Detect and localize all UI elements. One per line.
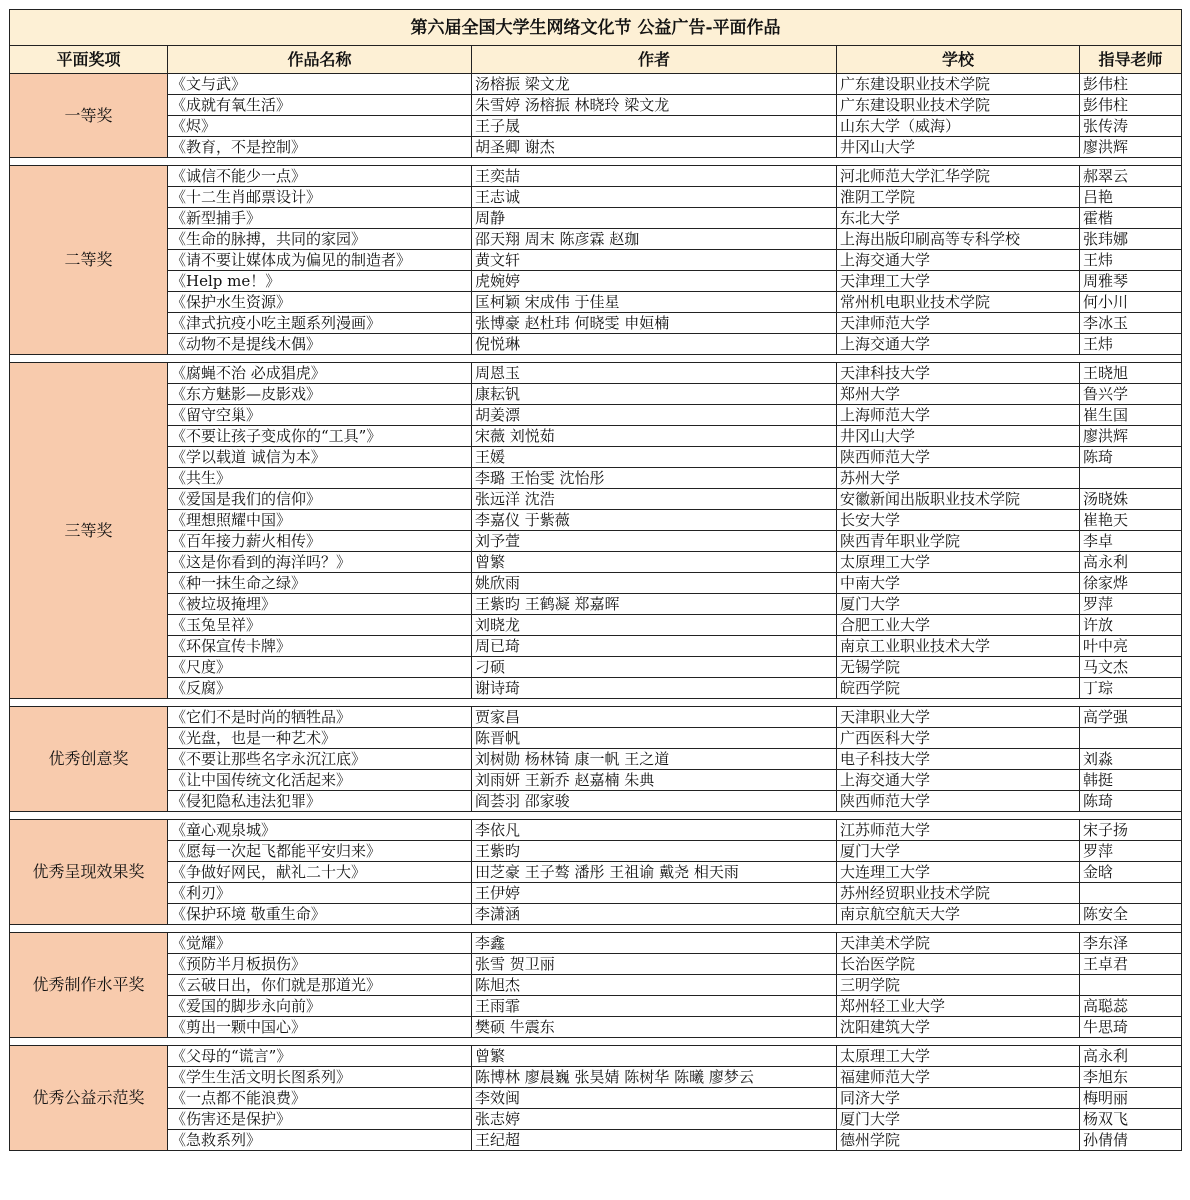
author-cell: 陈晋帆 <box>472 728 837 749</box>
work-title-cell: 《童心观泉城》 <box>168 820 472 841</box>
author-cell: 贾家昌 <box>472 707 837 728</box>
author-cell: 张雪 贺卫丽 <box>472 954 837 975</box>
group-separator <box>10 1038 1182 1046</box>
award-category-cell: 优秀公益示范奖 <box>10 1046 168 1151</box>
author-cell: 王纪超 <box>472 1130 837 1151</box>
author-cell: 陈博林 廖晨巍 张昊婧 陈树华 陈曦 廖梦云 <box>472 1067 837 1088</box>
school-cell: 皖西学院 <box>837 678 1080 699</box>
advisor-cell: 高学强 <box>1080 707 1182 728</box>
table-row <box>10 271 1182 292</box>
author-cell: 胡姜漂 <box>472 405 837 426</box>
work-title-cell: 《新型捕手》 <box>168 208 472 229</box>
work-title-cell: 《反腐》 <box>168 678 472 699</box>
school-cell: 中南大学 <box>837 573 1080 594</box>
work-title-cell: 《侵犯隐私违法犯罪》 <box>168 791 472 812</box>
author-cell: 刘树勋 杨林锜 康一帆 王之道 <box>472 749 837 770</box>
work-title-cell: 《百年接力薪火相传》 <box>168 531 472 552</box>
advisor-cell: 宋子扬 <box>1080 820 1182 841</box>
work-title-cell: 《预防半月板损伤》 <box>168 954 472 975</box>
advisor-cell <box>1080 883 1182 904</box>
work-title-cell: 《爱国的脚步永向前》 <box>168 996 472 1017</box>
advisor-cell: 王炜 <box>1080 250 1182 271</box>
advisor-cell: 徐家烨 <box>1080 573 1182 594</box>
work-title-cell: 《剪出一颗中国心》 <box>168 1017 472 1038</box>
school-cell: 太原理工大学 <box>837 552 1080 573</box>
author-cell: 李潇涵 <box>472 904 837 925</box>
table-row <box>10 363 1182 384</box>
advisor-cell: 李旭东 <box>1080 1067 1182 1088</box>
advisor-cell: 鲁兴学 <box>1080 384 1182 405</box>
table-row <box>10 74 1182 95</box>
work-title-cell: 《保护环境 敬重生命》 <box>168 904 472 925</box>
table-row <box>10 468 1182 489</box>
work-title-cell: 《学以载道 诚信为本》 <box>168 447 472 468</box>
school-cell: 厦门大学 <box>837 1109 1080 1130</box>
advisor-cell: 高永利 <box>1080 1046 1182 1067</box>
table-row <box>10 615 1182 636</box>
advisor-cell: 王炜 <box>1080 334 1182 355</box>
table-row <box>10 313 1182 334</box>
advisor-cell: 韩挺 <box>1080 770 1182 791</box>
work-title-cell: 《让中国传统文化活起来》 <box>168 770 472 791</box>
table-row <box>10 510 1182 531</box>
author-cell: 李依凡 <box>472 820 837 841</box>
work-title-cell: 《请不要让媒体成为偏见的制造者》 <box>168 250 472 271</box>
group-separator-cell <box>10 158 1182 166</box>
author-cell: 曾繁 <box>472 552 837 573</box>
work-title-cell: 《共生》 <box>168 468 472 489</box>
work-title-cell: 《不要让孩子变成你的“工具”》 <box>168 426 472 447</box>
author-cell: 田芝豪 王子骜 潘彤 王祖谕 戴尧 相天雨 <box>472 862 837 883</box>
author-cell: 李鑫 <box>472 933 837 954</box>
award-category-cell: 优秀制作水平奖 <box>10 933 168 1038</box>
table-row <box>10 426 1182 447</box>
author-cell: 阎荟羽 邵家骏 <box>472 791 837 812</box>
award-category-cell: 一等奖 <box>10 74 168 158</box>
school-cell: 太原理工大学 <box>837 1046 1080 1067</box>
work-title-cell: 《尺度》 <box>168 657 472 678</box>
work-title-cell: 《觉耀》 <box>168 933 472 954</box>
author-cell: 王紫昀 <box>472 841 837 862</box>
school-cell: 山东大学（威海） <box>837 116 1080 137</box>
school-cell: 天津理工大学 <box>837 271 1080 292</box>
advisor-cell: 彭伟柱 <box>1080 95 1182 116</box>
work-title-cell: 《光盘，也是一种艺术》 <box>168 728 472 749</box>
table-row <box>10 636 1182 657</box>
advisor-cell: 张传涛 <box>1080 116 1182 137</box>
table-row <box>10 954 1182 975</box>
author-cell: 王紫昀 王鹤凝 郑嘉晖 <box>472 594 837 615</box>
work-title-cell: 《诚信不能少一点》 <box>168 166 472 187</box>
group-separator <box>10 355 1182 363</box>
school-cell: 厦门大学 <box>837 841 1080 862</box>
author-cell: 王子晟 <box>472 116 837 137</box>
award-category-cell: 优秀呈现效果奖 <box>10 820 168 925</box>
author-cell: 张志婷 <box>472 1109 837 1130</box>
author-cell: 张博豪 赵杜玮 何晓雯 申姮楠 <box>472 313 837 334</box>
advisor-cell <box>1080 728 1182 749</box>
school-cell: 无锡学院 <box>837 657 1080 678</box>
header-school: 学校 <box>837 46 1080 74</box>
school-cell: 河北师范大学汇华学院 <box>837 166 1080 187</box>
table-row <box>10 384 1182 405</box>
school-cell: 天津职业大学 <box>837 707 1080 728</box>
author-cell: 王媛 <box>472 447 837 468</box>
author-cell: 樊硕 牛震东 <box>472 1017 837 1038</box>
advisor-cell: 霍楷 <box>1080 208 1182 229</box>
author-cell: 宋薇 刘悦茹 <box>472 426 837 447</box>
work-title-cell: 《教育，不是控制》 <box>168 137 472 158</box>
school-cell: 安徽新闻出版职业技术学院 <box>837 489 1080 510</box>
school-cell: 上海交通大学 <box>837 770 1080 791</box>
advisor-cell: 叶中亮 <box>1080 636 1182 657</box>
work-title-cell: 《学生生活文明长图系列》 <box>168 1067 472 1088</box>
advisor-cell: 杨双飞 <box>1080 1109 1182 1130</box>
advisor-cell: 张玮娜 <box>1080 229 1182 250</box>
table-row <box>10 208 1182 229</box>
school-cell: 上海交通大学 <box>837 334 1080 355</box>
work-title-cell: 《云破日出，你们就是那道光》 <box>168 975 472 996</box>
school-cell: 上海出版印刷高等专科学校 <box>837 229 1080 250</box>
table-row <box>10 707 1182 728</box>
school-cell: 苏州大学 <box>837 468 1080 489</box>
work-title-cell: 《被垃圾掩埋》 <box>168 594 472 615</box>
table-row <box>10 594 1182 615</box>
table-row <box>10 1067 1182 1088</box>
group-separator <box>10 812 1182 820</box>
work-title-cell: 《急救系列》 <box>168 1130 472 1151</box>
header-author: 作者 <box>472 46 837 74</box>
advisor-cell: 许放 <box>1080 615 1182 636</box>
work-title-cell: 《一点都不能浪费》 <box>168 1088 472 1109</box>
advisor-cell <box>1080 468 1182 489</box>
school-cell: 德州学院 <box>837 1130 1080 1151</box>
table-row <box>10 405 1182 426</box>
school-cell: 广东建设职业技术学院 <box>837 74 1080 95</box>
table-row <box>10 166 1182 187</box>
table-row <box>10 552 1182 573</box>
table-row <box>10 933 1182 954</box>
table-row <box>10 1017 1182 1038</box>
work-title-cell: 《烬》 <box>168 116 472 137</box>
advisor-cell: 金晗 <box>1080 862 1182 883</box>
advisor-cell: 崔艳天 <box>1080 510 1182 531</box>
table-row <box>10 1130 1182 1151</box>
author-cell: 黄文轩 <box>472 250 837 271</box>
group-separator-cell <box>10 812 1182 820</box>
work-title-cell: 《不要让那些名字永沉江底》 <box>168 749 472 770</box>
author-cell: 周静 <box>472 208 837 229</box>
awards-table <box>9 9 1182 1151</box>
table-row <box>10 531 1182 552</box>
group-separator-cell <box>10 925 1182 933</box>
table-row <box>10 1109 1182 1130</box>
table-title: 第六届全国大学生网络文化节 公益广告-平面作品 <box>10 10 1182 46</box>
group-separator-cell <box>10 699 1182 707</box>
table-row <box>10 1088 1182 1109</box>
advisor-cell: 廖洪辉 <box>1080 426 1182 447</box>
table-row <box>10 904 1182 925</box>
table-row <box>10 137 1182 158</box>
author-cell: 倪悦琳 <box>472 334 837 355</box>
school-cell: 广西医科大学 <box>837 728 1080 749</box>
school-cell: 厦门大学 <box>837 594 1080 615</box>
author-cell: 陈旭杰 <box>472 975 837 996</box>
school-cell: 长安大学 <box>837 510 1080 531</box>
school-cell: 苏州经贸职业技术学院 <box>837 883 1080 904</box>
author-cell: 李效闽 <box>472 1088 837 1109</box>
author-cell: 李璐 王怡雯 沈怡彤 <box>472 468 837 489</box>
table-row <box>10 820 1182 841</box>
work-title-cell: 《伤害还是保护》 <box>168 1109 472 1130</box>
table-row <box>10 95 1182 116</box>
table-row <box>10 770 1182 791</box>
school-cell: 沈阳建筑大学 <box>837 1017 1080 1038</box>
school-cell: 南京航空航天大学 <box>837 904 1080 925</box>
table-row <box>10 883 1182 904</box>
advisor-cell: 汤晓姝 <box>1080 489 1182 510</box>
work-title-cell: 《东方魅影—皮影戏》 <box>168 384 472 405</box>
table-row <box>10 678 1182 699</box>
table-row <box>10 334 1182 355</box>
school-cell: 上海交通大学 <box>837 250 1080 271</box>
table-row <box>10 862 1182 883</box>
table-row <box>10 489 1182 510</box>
school-cell: 天津师范大学 <box>837 313 1080 334</box>
work-title-cell: 《利刃》 <box>168 883 472 904</box>
author-cell: 胡圣卿 谢杰 <box>472 137 837 158</box>
author-cell: 李嘉仪 于紫薇 <box>472 510 837 531</box>
work-title-cell: 《理想照耀中国》 <box>168 510 472 531</box>
author-cell: 周恩玉 <box>472 363 837 384</box>
work-title-cell: 《爱国是我们的信仰》 <box>168 489 472 510</box>
group-separator-cell <box>10 1038 1182 1046</box>
table-row <box>10 749 1182 770</box>
advisor-cell: 崔生国 <box>1080 405 1182 426</box>
advisor-cell: 孙倩倩 <box>1080 1130 1182 1151</box>
advisor-cell: 陈琦 <box>1080 791 1182 812</box>
author-cell: 康耘钒 <box>472 384 837 405</box>
advisor-cell: 李冰玉 <box>1080 313 1182 334</box>
author-cell: 曾繁 <box>472 1046 837 1067</box>
author-cell: 王伊婷 <box>472 883 837 904</box>
school-cell: 长治医学院 <box>837 954 1080 975</box>
school-cell: 常州机电职业技术学院 <box>837 292 1080 313</box>
work-title-cell: 《父母的“谎言”》 <box>168 1046 472 1067</box>
header-award: 平面奖项 <box>10 46 168 74</box>
advisor-cell: 刘淼 <box>1080 749 1182 770</box>
school-cell: 南京工业职业技术大学 <box>837 636 1080 657</box>
school-cell: 江苏师范大学 <box>837 820 1080 841</box>
school-cell: 陕西师范大学 <box>837 447 1080 468</box>
table-row <box>10 841 1182 862</box>
advisor-cell: 丁琮 <box>1080 678 1182 699</box>
school-cell: 东北大学 <box>837 208 1080 229</box>
table-row <box>10 187 1182 208</box>
author-cell: 张远洋 沈浩 <box>472 489 837 510</box>
school-cell: 陕西师范大学 <box>837 791 1080 812</box>
advisor-cell: 牛思琦 <box>1080 1017 1182 1038</box>
header-advisor: 指导老师 <box>1080 46 1182 74</box>
work-title-cell: 《它们不是时尚的牺牲品》 <box>168 707 472 728</box>
table-row <box>10 791 1182 812</box>
school-cell: 福建师范大学 <box>837 1067 1080 1088</box>
advisor-cell: 王晓旭 <box>1080 363 1182 384</box>
school-cell: 合肥工业大学 <box>837 615 1080 636</box>
author-cell: 周已琦 <box>472 636 837 657</box>
author-cell: 朱雪婷 汤榕振 林晓玲 梁文龙 <box>472 95 837 116</box>
author-cell: 王雨霏 <box>472 996 837 1017</box>
table-row <box>10 728 1182 749</box>
advisor-cell: 罗萍 <box>1080 594 1182 615</box>
advisor-cell: 何小川 <box>1080 292 1182 313</box>
work-title-cell: 《津式抗疫小吃主题系列漫画》 <box>168 313 472 334</box>
author-cell: 虎婉婷 <box>472 271 837 292</box>
advisor-cell: 梅明丽 <box>1080 1088 1182 1109</box>
work-title-cell: 《Help me！》 <box>168 271 472 292</box>
school-cell: 广东建设职业技术学院 <box>837 95 1080 116</box>
award-category-cell: 优秀创意奖 <box>10 707 168 812</box>
author-cell: 刘晓龙 <box>472 615 837 636</box>
school-cell: 同济大学 <box>837 1088 1080 1109</box>
author-cell: 刘雨妍 王新乔 赵嘉楠 朱典 <box>472 770 837 791</box>
work-title-cell: 《愿每一次起飞都能平安归来》 <box>168 841 472 862</box>
school-cell: 天津科技大学 <box>837 363 1080 384</box>
author-cell: 汤榕振 梁文龙 <box>472 74 837 95</box>
advisor-cell <box>1080 975 1182 996</box>
table-row <box>10 447 1182 468</box>
group-separator <box>10 925 1182 933</box>
school-cell: 三明学院 <box>837 975 1080 996</box>
school-cell: 郑州大学 <box>837 384 1080 405</box>
author-cell: 姚欣雨 <box>472 573 837 594</box>
group-separator-cell <box>10 355 1182 363</box>
group-separator <box>10 158 1182 166</box>
table-row <box>10 657 1182 678</box>
advisor-cell: 马文杰 <box>1080 657 1182 678</box>
work-title-cell: 《十二生肖邮票设计》 <box>168 187 472 208</box>
advisor-cell: 李东泽 <box>1080 933 1182 954</box>
table-row <box>10 229 1182 250</box>
table-body <box>10 74 1182 1151</box>
advisor-cell: 周雅琴 <box>1080 271 1182 292</box>
table-row <box>10 116 1182 137</box>
advisor-cell: 李卓 <box>1080 531 1182 552</box>
work-title-cell: 《这是你看到的海洋吗？》 <box>168 552 472 573</box>
advisor-cell: 廖洪辉 <box>1080 137 1182 158</box>
work-title-cell: 《种一抹生命之绿》 <box>168 573 472 594</box>
author-cell: 谢诗琦 <box>472 678 837 699</box>
author-cell: 王志诚 <box>472 187 837 208</box>
school-cell: 郑州轻工业大学 <box>837 996 1080 1017</box>
advisor-cell: 陈安全 <box>1080 904 1182 925</box>
advisor-cell: 罗萍 <box>1080 841 1182 862</box>
work-title-cell: 《留守空巢》 <box>168 405 472 426</box>
table-row <box>10 292 1182 313</box>
advisor-cell: 吕艳 <box>1080 187 1182 208</box>
school-cell: 大连理工大学 <box>837 862 1080 883</box>
award-category-cell: 二等奖 <box>10 166 168 355</box>
award-category-cell: 三等奖 <box>10 363 168 699</box>
advisor-cell: 高聪蕊 <box>1080 996 1182 1017</box>
advisor-cell: 彭伟柱 <box>1080 74 1182 95</box>
table-row <box>10 996 1182 1017</box>
table-row <box>10 250 1182 271</box>
school-cell: 井冈山大学 <box>837 426 1080 447</box>
author-cell: 刁硕 <box>472 657 837 678</box>
header-work-title: 作品名称 <box>168 46 472 74</box>
school-cell: 天津美术学院 <box>837 933 1080 954</box>
author-cell: 邵天翔 周末 陈彦霖 赵珈 <box>472 229 837 250</box>
school-cell: 电子科技大学 <box>837 749 1080 770</box>
author-cell: 刘予萱 <box>472 531 837 552</box>
work-title-cell: 《成就有氧生活》 <box>168 95 472 116</box>
work-title-cell: 《文与武》 <box>168 74 472 95</box>
work-title-cell: 《争做好网民，献礼二十大》 <box>168 862 472 883</box>
school-cell: 井冈山大学 <box>837 137 1080 158</box>
group-separator <box>10 699 1182 707</box>
advisor-cell: 陈琦 <box>1080 447 1182 468</box>
advisor-cell: 王卓君 <box>1080 954 1182 975</box>
table-row <box>10 975 1182 996</box>
school-cell: 上海师范大学 <box>837 405 1080 426</box>
table-row <box>10 573 1182 594</box>
advisor-cell: 高永利 <box>1080 552 1182 573</box>
advisor-cell: 郝翠云 <box>1080 166 1182 187</box>
work-title-cell: 《保护水生资源》 <box>168 292 472 313</box>
work-title-cell: 《腐蝇不治 必成猖虎》 <box>168 363 472 384</box>
work-title-cell: 《环保宣传卡牌》 <box>168 636 472 657</box>
school-cell: 陕西青年职业学院 <box>837 531 1080 552</box>
work-title-cell: 《动物不是提线木偶》 <box>168 334 472 355</box>
author-cell: 王奕喆 <box>472 166 837 187</box>
author-cell: 匡柯颖 宋成伟 于佳星 <box>472 292 837 313</box>
table-row <box>10 1046 1182 1067</box>
school-cell: 淮阴工学院 <box>837 187 1080 208</box>
work-title-cell: 《玉兔呈祥》 <box>168 615 472 636</box>
work-title-cell: 《生命的脉搏，共同的家园》 <box>168 229 472 250</box>
